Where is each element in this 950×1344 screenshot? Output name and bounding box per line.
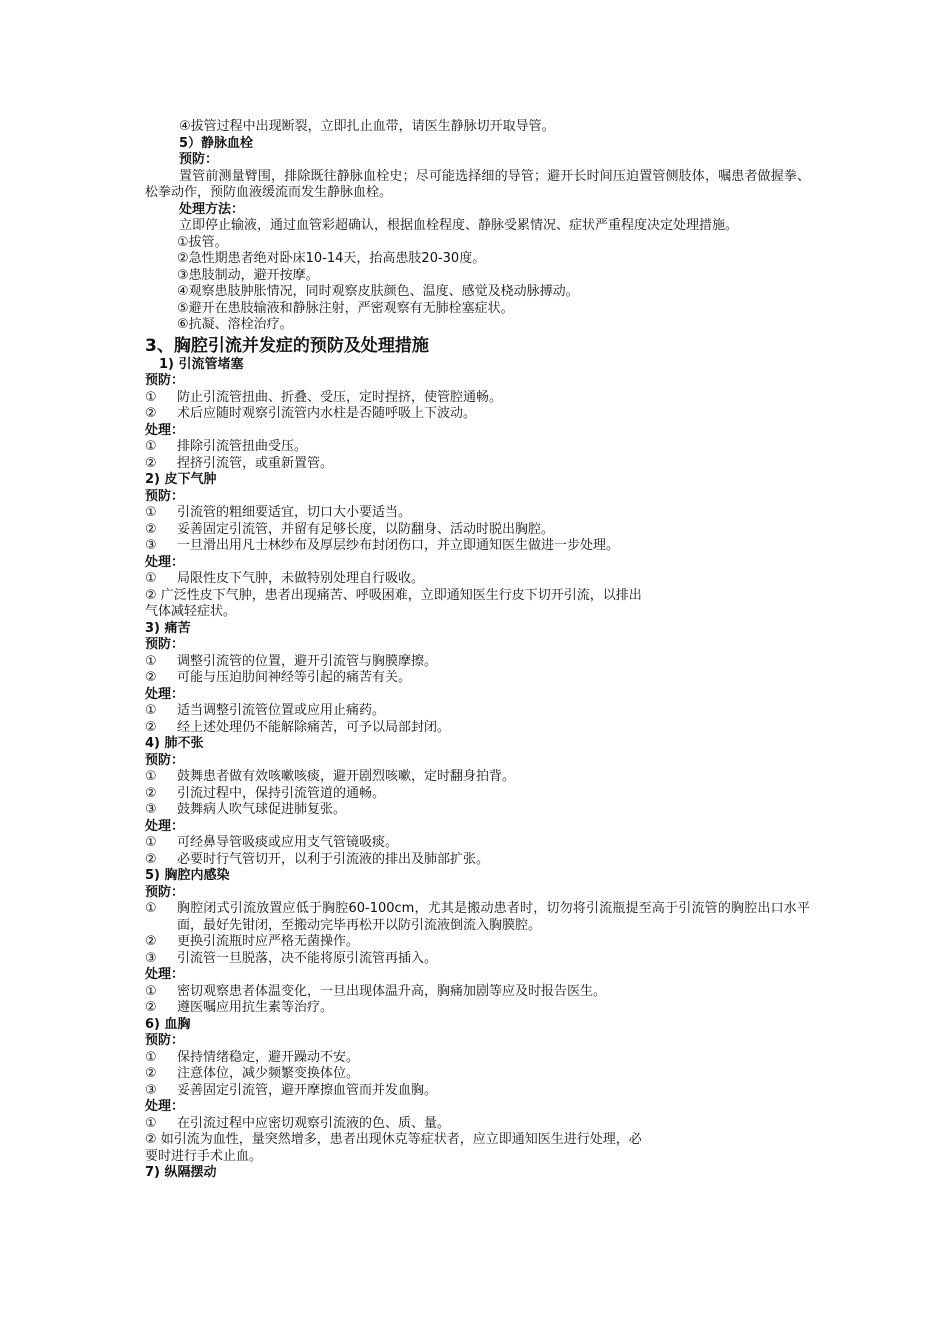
list-item [145,406,810,423]
s5-prevent-label: 预防： [145,884,185,900]
list-item [145,1083,810,1100]
item-text: 局限性皮下气肿，未做特别处理自行吸收。 [177,571,425,586]
document-page [145,119,810,1182]
s6-handle-label: 处理： [145,1099,185,1114]
item-number: ② [145,719,157,735]
heading-venous-thrombosis: 5）静脉血栓 [179,135,254,151]
line-catheter-break: ④拔管过程中出现断裂，立即扎止血带，请医生静脉切开取导管。 [179,119,555,134]
s5-handle-label: 处理： [145,967,185,982]
list-item [145,769,810,786]
paragraph-prevent: 置管前测量臂围，排除既往静脉血栓史；尽可能选择细的导管；避开长时间压迫置管侧肢体，嘱患者做握拳、松拳动作，预防血液缓流而发生静脉血栓。 [145,168,810,200]
list-item [145,802,810,819]
item-text: 密切观察患者体温变化，一旦出现体温升高，胸痛加剧等应及时报告医生。 [177,983,607,999]
list-item [145,1116,810,1133]
list-item [145,1066,810,1083]
item-number: ② [145,1000,157,1015]
subsection-7-title: 7) 纵隔摆动 [145,1165,217,1180]
list-item [145,670,810,687]
item-number: ① [145,505,157,520]
s1-prevent-label: 预防： [145,373,185,388]
list-item [145,984,810,1001]
list-item [145,654,810,671]
item-number: ② [145,1066,157,1081]
item-number: ② [145,521,157,537]
item-text: 必要时行气管切开，以利于引流液的排出及肺部扩张。 [177,851,490,867]
subsection-4-title: 4) 肺不张 [145,736,204,751]
subsection-2-title: 2) 皮下气肿 [145,472,217,487]
list-item [145,1050,810,1067]
paragraph-handle: 立即停止输液，通过血管彩超确认，根据血栓程度、静脉受累情况、症状严重程度决定处理措施。 [179,218,739,233]
item-text: 妥善固定引流管，避开摩擦血管而并发血胸。 [177,1082,438,1098]
item-number: ② [145,670,157,685]
s4-handle-label: 处理： [145,818,185,834]
item-number: ① [145,901,157,916]
item-text: 胸腔闭式引流放置应低于胸腔60-100cm，尤其是搬动患者时，切勿将引流瓶提至高于引流管的胸腔出口水平面，最好先钳闭，至搬动完毕再松开以防引流液倒流入胸膜腔。 [177,901,810,933]
item-number: ① [145,439,157,454]
subsection-6-title: 6) 血胸 [145,1016,191,1032]
item-text: 鼓舞病人吹气球促进肺复张。 [177,802,347,817]
step-2: ②急性期患者绝对卧床10-14天，抬高患肢20-30度。 [177,251,486,266]
s6-prevent-label: 预防： [145,1033,185,1048]
item-text: 经上述处理仍不能解除痛苦，可予以局部封闭。 [177,719,451,735]
section-3-title: 3、胸腔引流并发症的预防及处理措施 [145,335,429,356]
step-3: ③患肢制动，避开按摩。 [177,267,319,283]
item-text: 注意体位，减少频繁变换体位。 [177,1066,360,1081]
item-text: 排除引流管扭曲受压。 [177,439,308,454]
item-text: 适当调整引流管位置或应用止痛药。 [177,703,386,718]
item-text: 引流管的粗细要适宜，切口大小要适当。 [177,505,412,520]
step-1: ①拔管。 [177,234,228,250]
item-text: 引流管一旦脱落，决不能将原引流管再插入。 [177,950,438,966]
item-number: ① [145,703,157,718]
subsection-1-title: 1) 引流管堵塞 [159,356,244,372]
list-item [145,456,810,473]
item-text: 防止引流管扭曲、折叠、受压，定时捏挤，使管腔通畅。 [177,389,503,405]
item-text: 捏挤引流管，或重新置管。 [177,455,334,471]
item-number: ② [145,455,157,471]
list-item [145,571,810,588]
item-text: 引流过程中，保持引流管道的通畅。 [177,785,386,801]
subsection-5-title: 5) 胸腔内感染 [145,868,230,883]
item-text: 在引流过程中应密切观察引流液的色、质、量。 [177,1115,451,1131]
item-number: ① [145,1115,157,1131]
list-item [145,951,810,968]
item-number: ① [145,835,157,850]
s3-prevent-label: 预防： [145,637,185,652]
item-number: ① [145,653,157,669]
item-text: 一旦滑出用凡士林纱布及厚层纱布封闭伤口，并立即通知医生做进一步处理。 [177,538,620,553]
list-item [145,505,810,522]
list-item [145,934,810,951]
s2-handle-label: 处理： [145,554,185,570]
list-item [145,852,810,869]
s2-handle-2-line-b: 气体减轻症状。 [145,604,237,619]
item-number: ① [145,571,157,586]
item-number: ② [145,406,157,421]
item-number: ③ [145,802,157,817]
item-number: ② [145,785,157,801]
item-text: 可经鼻导管吸痰或应用支气管镜吸痰。 [177,835,399,850]
subsection-3-title: 3) 痛苦 [145,620,191,636]
item-number: ② [145,934,157,949]
s1-handle-label: 处理： [145,422,185,438]
list-item [145,703,810,720]
step-6: ⑥抗凝、溶栓治疗。 [177,317,293,332]
item-number: ① [145,1049,157,1065]
list-item [145,439,810,456]
list-item [145,901,810,934]
item-number: ① [145,983,157,999]
item-text: 保持情绪稳定，避开躁动不安。 [177,1049,360,1065]
step-5: ⑤避开在患肢输液和静脉注射，严密观察有无肺栓塞症状。 [177,300,514,316]
item-text: 遵医嘱应用抗生素等治疗。 [177,1000,334,1015]
item-number: ① [145,769,157,784]
item-text: 妥善固定引流管，并留有足够长度，以防翻身、活动时脱出胸腔。 [177,521,555,537]
label-handle-method: 处理方法： [179,201,245,217]
s6-handle-2-line-a: ② 如引流为血性，量突然增多，患者出现休克等症状者，应立即通知医生进行处理，必 [145,1132,642,1147]
s2-prevent-label: 预防： [145,488,185,504]
list-item [145,835,810,852]
item-text: 更换引流瓶时应严格无菌操作。 [177,934,360,949]
list-item [145,538,810,555]
list-item [145,522,810,539]
item-text: 调整引流管的位置，避开引流管与胸膜摩擦。 [177,653,438,669]
item-number: ③ [145,950,157,966]
list-item [145,720,810,737]
item-number: ① [145,389,157,405]
s6-handle-2-line-b: 要时进行手术止血。 [145,1148,263,1164]
list-item [145,786,810,803]
s3-handle-label: 处理： [145,686,185,702]
s2-handle-2-line-a: ② 广泛性皮下气肿，患者出现痛苦、呼吸困难，立即通知医生行皮下切开引流，以排出 [145,587,642,603]
step-4: ④观察患肢肿胀情况，同时观察皮肤颜色、温度、感觉及桡动脉搏动。 [177,284,579,299]
item-number: ③ [145,538,157,553]
item-text: 鼓舞患者做有效咳嗽咳痰，避开剧烈咳嗽，定时翻身拍背。 [177,769,516,784]
item-number: ② [145,851,157,867]
item-number: ③ [145,1082,157,1098]
label-prevent: 预防： [179,152,219,167]
list-item [145,390,810,407]
s4-prevent-label: 预防： [145,752,185,768]
item-text: 可能与压迫肋间神经等引起的痛苦有关。 [177,670,412,685]
list-item [145,1000,810,1017]
item-text: 术后应随时观察引流管内水柱是否随呼吸上下波动。 [177,406,477,421]
